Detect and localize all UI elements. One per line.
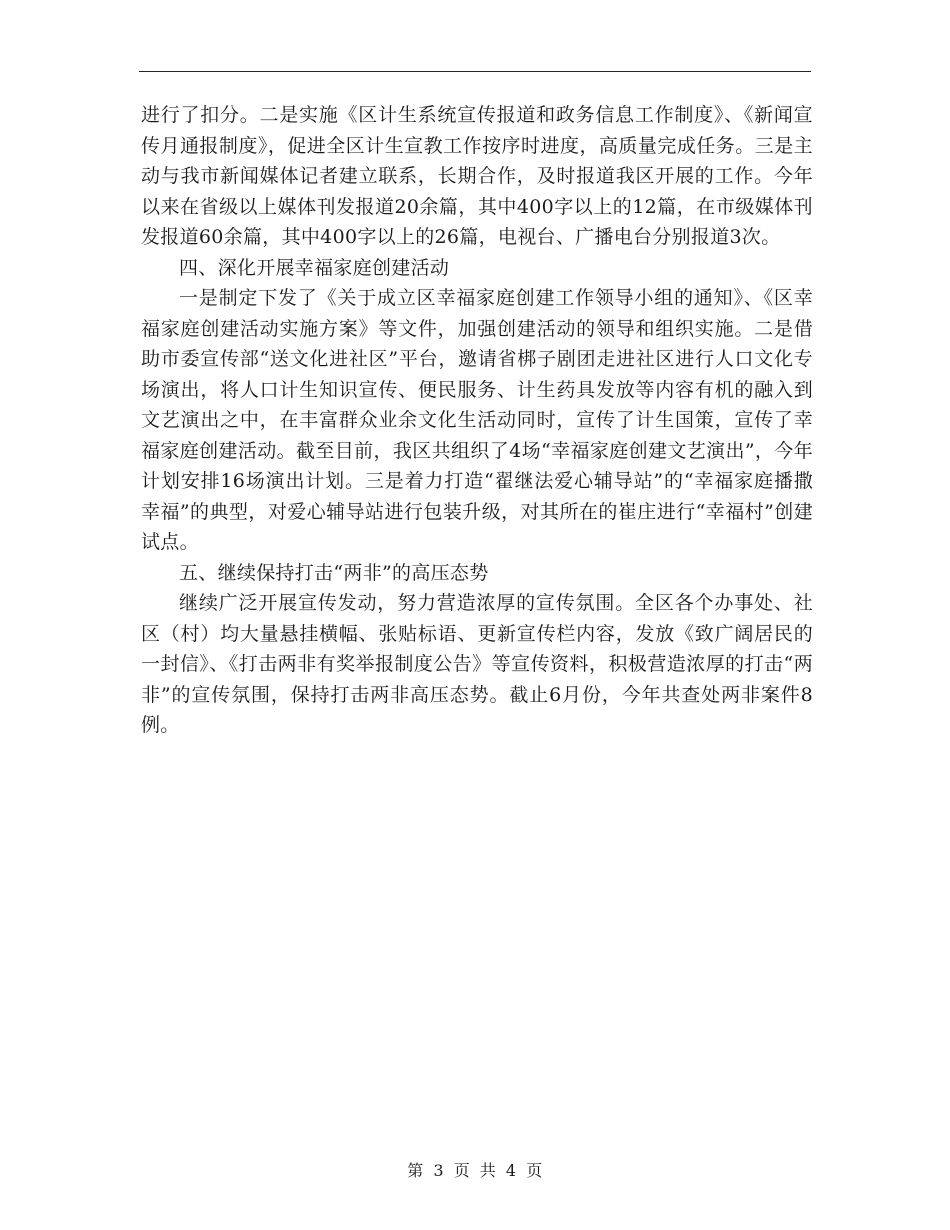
page-footer [0, 1158, 950, 1181]
footer-total-pages: 4 [505, 1161, 517, 1180]
footer-total-word: 共 [479, 1161, 497, 1180]
header-rule [139, 71, 811, 72]
paragraph-happy-family: 一是制定下发了《关于成立区幸福家庭创建工作领导小组的通知》、《区幸福家庭创建活动实施方案》等文件，加强创建活动的领导和组织实施。二是借助市委宣传部“送文化进社区”平台，邀请省梆子剧团走进社区进行人口文化专场演出，将人口计生知识宣传、便民服务、计生药具发放等内容有机的融入到文艺演出之中，在丰富群众业余文化生活动同时，宣传了计生国策，宣传了幸福家庭创建活动。截至目前，我区共组织了4场“幸福家庭创建文艺演出”，今年计划安排16场演出计划。三是着力打造“翟继法爱心辅导站”的“幸福家庭播撒幸福”的典型，对爱心辅导站进行包装升级，对其所在的崔庄进行“幸福村”创建试点。 [141, 287, 813, 553]
paragraph-crackdown: 继续广泛开展宣传发动，努力营造浓厚的宣传氛围。全区各个办事处、社区（村）均大量悬挂横幅、张贴标语、更新宣传栏内容，发放《致广阔居民的一封信》、《打击两非有奖举报制度公告》等宣传资料，积极营造浓厚的打击“两非”的宣传氛围，保持打击两非高压态势。截止6月份，今年共查处两非案件8例。 [141, 592, 813, 736]
document-body [141, 100, 813, 741]
footer-suffix: 页 [526, 1161, 543, 1180]
footer-current-page: 3 [433, 1161, 445, 1180]
paragraph-reporting: 进行了扣分。二是实施《区计生系统宣传报道和政务信息工作制度》、《新闻宣传月通报制度》，促进全区计生宣教工作按序时进度，高质量完成任务。三是主动与我市新闻媒体记者建立联系，长期合作，及时报道我区开展的工作。今年以来在省级以上媒体刊发报道20余篇，其中400字以上的12篇，在市级媒体刊发报道60余篇，其中400字以上的26篇，电视台、广播电台分别报道3次。 [141, 104, 813, 248]
section-heading-5: 五、继续保持打击“两非”的高压态势 [179, 561, 489, 584]
footer-prefix: 第 [407, 1161, 424, 1180]
section-heading-4: 四、深化开展幸福家庭创建活动 [179, 256, 450, 279]
footer-page-word: 页 [453, 1161, 471, 1180]
